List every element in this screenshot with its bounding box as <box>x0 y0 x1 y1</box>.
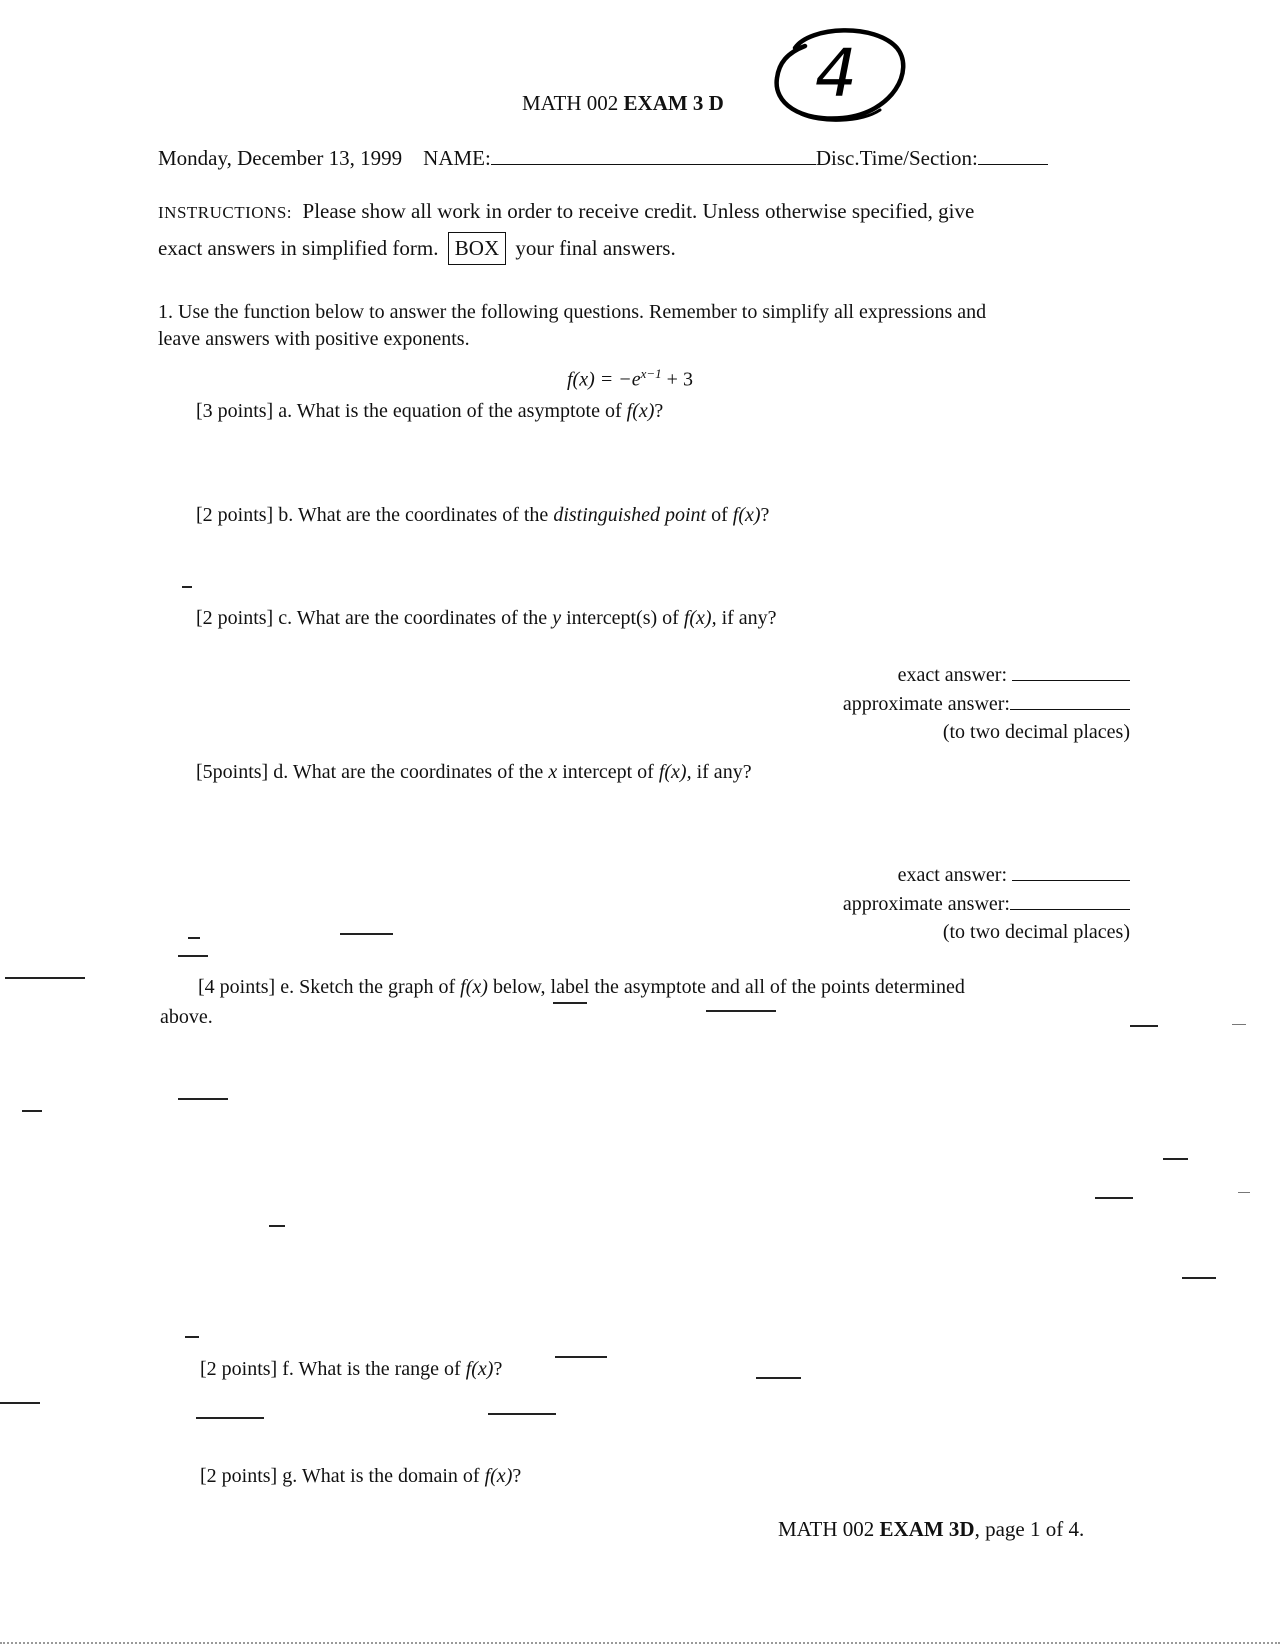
question-d-tail: if any? <box>691 761 752 783</box>
question-g-text: What is the domain of <box>301 1465 480 1487</box>
scan-mark <box>1238 1192 1250 1193</box>
decimal-note-c: (to two decimal places) <box>942 721 1130 743</box>
name-field[interactable] <box>491 146 816 165</box>
scan-mark <box>1130 1025 1158 1027</box>
scan-mark <box>706 1010 776 1012</box>
scan-mark <box>22 1110 42 1112</box>
name-label: NAME: <box>423 146 491 170</box>
scan-mark <box>269 1225 285 1227</box>
question-b-italic: distinguished point <box>553 504 707 526</box>
question-c-tail: if any? <box>716 607 777 629</box>
question-g-fx: f(x) <box>484 1465 513 1487</box>
question-a-text: What is the equation of the asymptote of <box>296 400 622 422</box>
box-word: BOX <box>448 232 506 265</box>
exact-answer-field-d[interactable] <box>1012 862 1130 881</box>
section-field[interactable] <box>978 146 1048 165</box>
question-d-text2: intercept of <box>562 761 654 783</box>
question-c-fx: f(x), <box>683 607 717 629</box>
exact-answer-row-c <box>843 662 1130 687</box>
question-e-fx: f(x) <box>460 976 488 998</box>
footer-page: , page 1 of 4. <box>974 1517 1085 1541</box>
function-rhs: + 3 <box>661 368 693 391</box>
course-code: MATH 002 <box>522 91 619 115</box>
question-g-tail: ? <box>512 1465 522 1487</box>
scan-mark <box>488 1413 556 1415</box>
q1-intro-line2: leave answers with positive exponents. <box>158 328 470 350</box>
answer-block-c <box>843 662 1130 744</box>
approx-answer-field-d[interactable] <box>1010 891 1130 910</box>
instructions-label: INSTRUCTIONS: <box>158 203 293 222</box>
scan-mark <box>1232 1024 1246 1025</box>
scan-mark <box>1095 1197 1133 1199</box>
question-b-points: [2 points] b. <box>196 504 294 526</box>
approx-answer-field-c[interactable] <box>1010 691 1130 710</box>
scan-mark <box>196 1417 264 1419</box>
question-g <box>200 1464 521 1488</box>
question-c-points: [2 points] c. <box>196 607 293 629</box>
exact-answer-label-c: exact answer: <box>897 664 1007 686</box>
question-c-var: y <box>552 607 562 629</box>
question-g-points: [2 points] g. <box>200 1465 298 1487</box>
question-b-fx: f(x) <box>732 504 761 526</box>
question-d-text: What are the coordinates of the <box>292 761 544 783</box>
handwritten-circle-mark <box>765 18 915 138</box>
question-e-points: [4 points] e. <box>198 976 295 998</box>
approx-answer-label-d: approximate answer: <box>842 893 1010 915</box>
question-f-tail: ? <box>493 1358 503 1380</box>
handwritten-number: 4 <box>815 35 857 112</box>
question-e-line2: above. <box>160 1006 213 1028</box>
instructions-text: Please show all work in order to receive credit. Unless otherwise specified, give <box>302 199 975 223</box>
exact-answer-row-d <box>843 862 1130 887</box>
scan-edge-noise <box>0 1642 1280 1646</box>
scan-mark <box>1163 1158 1188 1160</box>
section-label: Disc.Time/Section: <box>815 146 978 170</box>
question-f-fx: f(x) <box>465 1358 494 1380</box>
scan-mark <box>1182 1277 1216 1279</box>
exam-date: Monday, December 13, 1999 <box>158 146 403 170</box>
question-d-fx: f(x), <box>658 761 692 783</box>
approx-answer-label-c: approximate answer: <box>842 693 1010 715</box>
exact-answer-label-d: exact answer: <box>897 864 1007 886</box>
scan-mark <box>185 1336 199 1338</box>
question-c-text: What are the coordinates of the <box>296 607 548 629</box>
sketch-area[interactable] <box>160 1040 1120 1340</box>
function-expression <box>567 362 693 392</box>
question-f <box>200 1357 502 1381</box>
question-e-text2: below, label the asymptote and all of the points determined <box>487 976 965 998</box>
function-lhs: f(x) = −e <box>567 368 641 391</box>
question-c <box>196 606 777 630</box>
scan-mark <box>555 1356 607 1358</box>
question-d-var: x <box>548 761 558 783</box>
question-e <box>198 975 965 999</box>
question-f-points: [2 points] f. <box>200 1358 294 1380</box>
scan-mark <box>5 977 85 979</box>
question-b-tail: ? <box>760 504 770 526</box>
scan-mark <box>756 1377 801 1379</box>
info-line <box>158 145 1048 171</box>
question-c-text2: intercept(s) of <box>566 607 679 629</box>
scan-mark <box>553 1002 587 1004</box>
instructions-text-2b: your final answers. <box>515 236 676 260</box>
question-d-points: [5points] d. <box>196 761 289 783</box>
instructions-line2 <box>158 232 676 265</box>
decimal-note-d: (to two decimal places) <box>942 921 1130 943</box>
exam-title <box>522 90 724 116</box>
scan-mark <box>0 1402 40 1404</box>
q1-intro-line1: 1. Use the function below to answer the following questions. Remember to simplify all expressions and <box>158 301 987 323</box>
question-a <box>196 399 663 423</box>
question-b <box>196 503 769 527</box>
question-e-text: Sketch the graph of <box>299 976 456 998</box>
page-footer <box>778 1516 1084 1542</box>
scan-mark <box>178 1098 228 1100</box>
question-a-tail: ? <box>654 400 664 422</box>
question-a-fx: f(x) <box>626 400 655 422</box>
scan-mark <box>178 955 208 957</box>
instructions-text-2a: exact answers in simplified form. <box>158 236 439 260</box>
footer-exam: EXAM 3D <box>879 1517 975 1541</box>
exam-name: EXAM 3 D <box>623 91 724 115</box>
scan-mark <box>182 586 192 588</box>
question-b-text2: of <box>711 504 728 526</box>
exact-answer-field-c[interactable] <box>1012 662 1130 681</box>
instructions-line1 <box>158 198 974 226</box>
approx-answer-row-c <box>843 691 1130 716</box>
question-f-text: What is the range of <box>298 1358 461 1380</box>
scan-mark <box>188 937 200 939</box>
answer-block-d <box>843 862 1130 944</box>
footer-course: MATH 002 <box>778 1517 875 1541</box>
function-exponent: x−1 <box>640 366 662 381</box>
approx-answer-row-d <box>843 891 1130 916</box>
question-b-text: What are the coordinates of the <box>297 504 549 526</box>
scan-mark <box>340 933 393 935</box>
question-a-points: [3 points] a. <box>196 400 293 422</box>
question-d <box>196 760 752 784</box>
